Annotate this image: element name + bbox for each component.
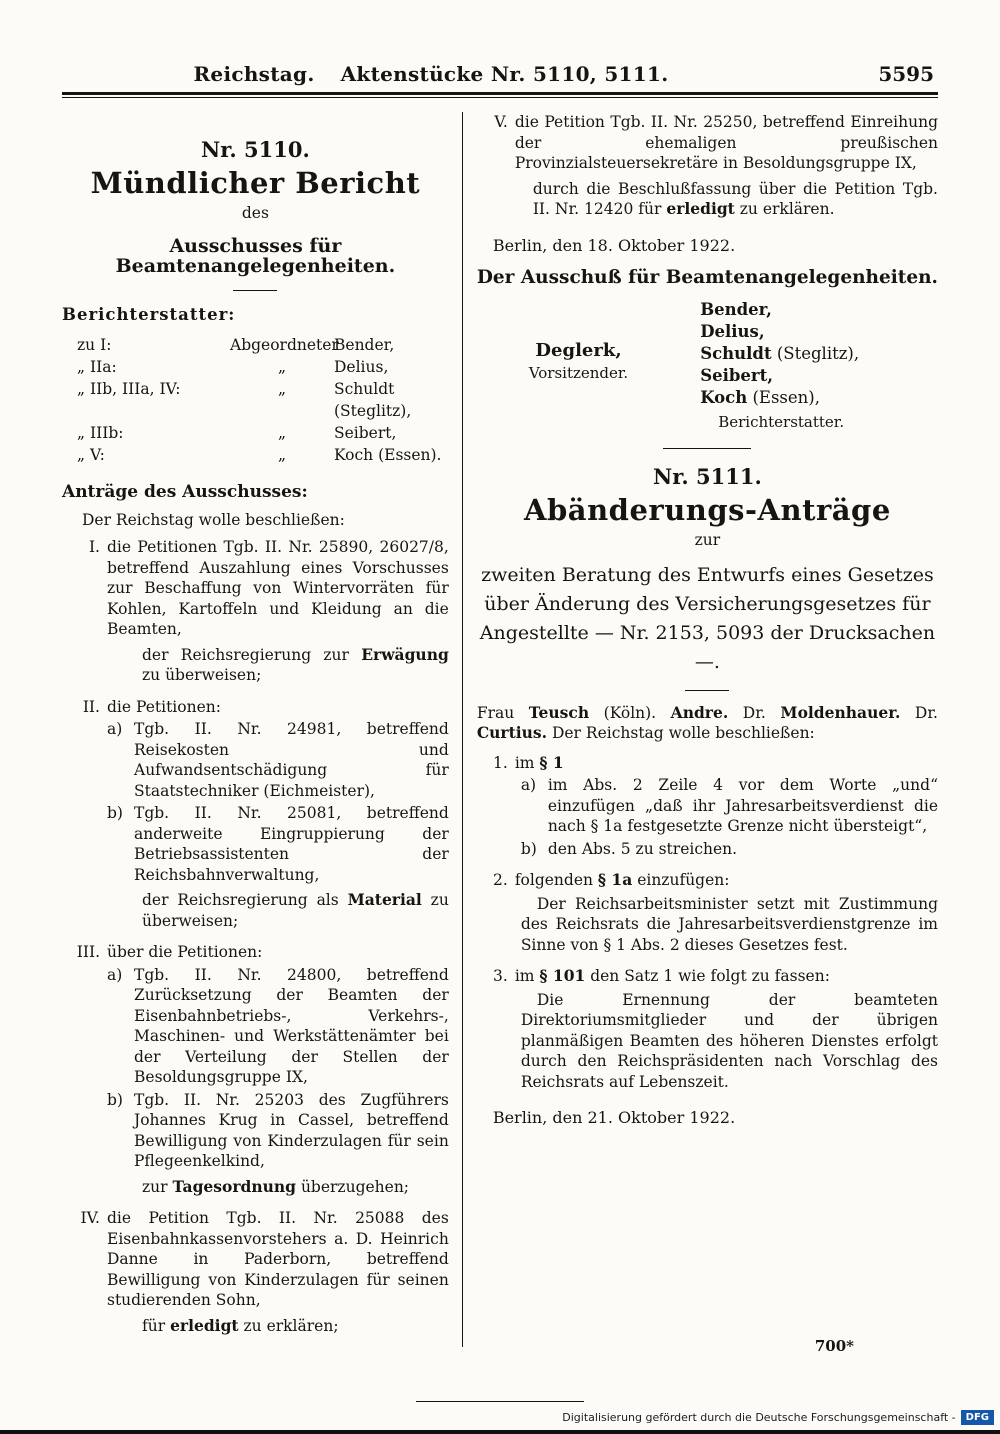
rapporteur-role: Abgeordneter [230,336,339,354]
motion-item [62,1208,449,1336]
header-rule [62,92,938,98]
sub-item [107,803,449,885]
bottom-bar [0,1430,1000,1434]
motion-head [62,697,449,718]
doc-5111-number: Nr. 5111. [653,464,762,489]
amendment-text: im § 101 den Satz 1 wie folgt zu fassen: [514,966,830,985]
amendment-head [477,870,938,891]
sub-item [107,1090,449,1172]
sub-item-label: b) [520,839,537,858]
sub-item-label: a) [520,776,537,794]
sub-item-label: b) [107,1090,123,1109]
doc-5111-title: Abänderungs-Anträge [524,492,891,527]
resolution-text: der Reichsregierung zur Erwägung zu überweisen; [142,644,449,684]
sub-item-text: im Abs. 2 Zeile 4 vor dem Worte „und“ einzufügen „daß ihr Jahresarbeitsverdienst die nach § 1a festgesetzte Grenze nicht übersteigt“, [547,776,938,835]
motion-item [477,112,938,220]
rapporteur-row [62,334,449,356]
signatory-name: Schuldt (Steglitz), [700,343,860,363]
resolution-text: für erledigt zu erklären; [142,1315,339,1335]
motion-label: III. [76,943,100,961]
sponsors-line: Frau Teusch (Köln). Andre. Dr. Moldenhauer. Dr. Curtius. Der Reichstag wolle beschließen: [476,702,938,742]
motion-head [62,942,449,963]
amendment-paragraph: Der Reichsarbeitsminister setzt mit Zustimmung des Reichsrats die Jahresarbeitsverdienstgrenze im Sinne von § 1 Abs. 2 dieses Gesetzes fest. [520,894,938,954]
sub-item-label: a) [107,720,123,738]
sub-item-label: a) [107,965,123,984]
rapporteur-role: „ [277,358,287,376]
rapporteur-section: zu I: [77,336,112,354]
rapporteur-name: Delius, [334,358,389,376]
rapporteur-name: Schuldt (Steglitz), [334,380,412,420]
signature-block [477,299,938,433]
motion-list-left [62,537,449,1336]
amendment-list [477,753,938,1093]
motion-item [62,697,449,932]
rapporteur-row [62,444,449,466]
motion-text: die Petition Tgb. II. Nr. 25088 des Eisenbahnkassenvorstehers a. D. Heinrich Danne in Paderborn, betreffend Bewilligung von Kinderzulagen für seinen studierenden Sohn, [107,1209,449,1309]
doc-5111-subtitle: zweiten Beratung des Entwurfs eines Gesetzes über Änderung des Versicherungsgesetzes für Angestellte — Nr. 2153, 5093 der Drucksachen —. [479,563,936,673]
sub-item-label: b) [107,804,123,822]
amendment-paragraph: Die Ernennung der beamteten Direktoriumsmitglieder und der übrigen planmäßigen Beamten des höheren Dienstes erfolgt durch den Reichspräsidenten nach Vorschlag des Reichsrats auf Lebenszeit. [520,990,938,1091]
motion-text: über die Petitionen: [107,943,263,961]
sub-item [107,965,449,1088]
sub-item-text: Tgb. II. Nr. 24981, betreffend Reisekosten und Aufwandsentschädigung für Staatstechniker (Eichmeister), [134,720,449,800]
resolution-text: zur Tagesordnung überzugehen; [142,1176,410,1196]
signatory-name: Koch (Essen), [700,387,820,407]
rapporteur-role: „ [277,380,287,398]
journal-title: Reichstag. [193,62,315,86]
doc-5110-title: Mündlicher Bericht [90,165,421,200]
divider-rule [233,290,277,291]
motions-intro: Der Reichstag wolle beschließen: [82,510,345,529]
digitization-note: Digitalisierung gefördert durch die Deutsche Forschungsgemeinschaft - [562,1411,956,1424]
chairman-name: Deglerk, [535,339,622,361]
sub-item [107,719,449,801]
print-mark: 700* [814,1337,854,1355]
issue-title: Aktenstücke Nr. 5110, 5111. [340,62,669,86]
motion-text: die Petition Tgb. II. Nr. 25250, betreffend Einreihung der ehemaligen preußischen Provinzialsteuersekretäre in Besoldungsgruppe IX, [514,113,938,172]
amendment-text: im § 1 [514,752,564,772]
motion-head [62,1208,449,1311]
motion-label: II. [82,697,100,716]
motion-item [62,537,449,686]
rapporteur-role: „ [277,446,287,464]
rapporteur-name: Seibert, [334,424,397,442]
motion-label: IV. [80,1209,100,1227]
rapporteur-name: Koch (Essen). [334,446,442,464]
resolution-text: durch die Beschlußfassung über die Petition Tgb. II. Nr. 12420 für erledigt zu erklären. [532,179,938,218]
sub-item-text: Tgb. II. Nr. 24800, betreffend Zurücksetzung der Beamten der Eisenbahnbetriebs-, Verkehrs-, Maschinen- und Werkstättenämter bei der Verteilung der Stellen der Besoldungsgruppe IX, [134,965,449,1086]
amendment-text: folgenden § 1a einzufügen: [514,870,730,889]
motion-head [477,112,938,174]
sub-item-text: Tgb. II. Nr. 25081, betreffend anderweite Eingruppierung der Betriebsassistenten der Reichsbahnverwaltung, [134,804,449,884]
date-line-5110: Berlin, den 18. Oktober 1922. [492,235,736,255]
amendment-item [477,753,938,860]
sub-item [521,839,938,860]
motion-list-right [477,112,938,220]
digitization-footer [562,1410,994,1425]
rapporteur-section: „ IIb, IIIa, IV: [77,380,181,398]
doc-5110-number: Nr. 5110. [201,137,310,162]
amendment-label: 2. [493,871,508,889]
motion-text: die Petitionen: [107,697,221,716]
rapporteur-section: „ V: [77,446,105,464]
amendment-item [477,870,938,955]
signatory-name: Delius, [700,321,765,341]
dfg-logo: DFG [961,1410,994,1425]
signatories-role: Berichterstatter. [718,412,845,431]
rapporteur-row [62,422,449,444]
rapporteur-row [62,356,449,378]
amendment-head [477,966,938,987]
amendment-label: 1. [493,753,508,772]
motion-label: V. [494,113,508,131]
rapporteur-section: „ IIa: [77,358,117,376]
running-head [0,0,1000,92]
end-rule [416,1401,584,1402]
chairman-role: Vorsitzender. [528,364,629,382]
rapporteur-signatures [700,299,859,433]
date-line-5111: Berlin, den 21. Oktober 1922. [492,1108,736,1127]
motion-text: die Petitionen Tgb. II. Nr. 25890, 26027/8, betreffend Auszahlung eines Vorschusses zur Beschaffung von Wintervorräten für Kohlen, Kartoffeln und Kleidung an die Beamten, [107,538,449,638]
running-head-title [62,62,800,86]
rapporteur-list [62,334,449,466]
sub-item-text: Tgb. II. Nr. 25203 des Zugführers Johannes Krug in Cassel, betreffend Bewilligung von Kinderzulagen für sein Pflegeenkelkind, [134,1090,449,1170]
doc-5110-des: des [241,204,269,222]
signatory-name: Bender, [700,299,772,319]
amendment-label: 3. [493,967,508,985]
rapporteur-row [62,378,449,422]
signatory-list [700,299,859,409]
motions-heading: Anträge des Ausschusses: [62,482,308,502]
divider-rule [663,448,751,449]
divider-rule [685,690,729,691]
doc-5111-zur: zur [694,531,721,549]
doc-5110-committee: Ausschusses für Beamtenangelegenheiten. [115,234,396,277]
rapporteur-role: „ [277,424,287,442]
motion-item [62,942,449,1197]
amendment-item [477,966,938,1092]
right-column [463,112,938,1347]
committee-closing: Der Ausschuß für Beamtenangelegenheiten. [476,267,938,288]
resolution-text: der Reichsregierung als Material zu überweisen; [142,890,449,930]
amendment-head [477,753,938,774]
sub-item [521,775,938,837]
rapporteur-name: Bender, [334,336,395,354]
page-number: 5595 [878,62,934,86]
motion-head [62,537,449,640]
sub-item-text: den Abs. 5 zu streichen. [547,839,738,858]
motion-label: I. [88,538,100,556]
columns [62,112,938,1347]
rapporteur-heading: Berichterstatter: [62,304,236,324]
signatory-name: Seibert, [700,365,773,385]
left-column [62,112,462,1347]
chairman-signature [529,341,628,433]
rapporteur-section: „ IIIb: [77,424,124,442]
